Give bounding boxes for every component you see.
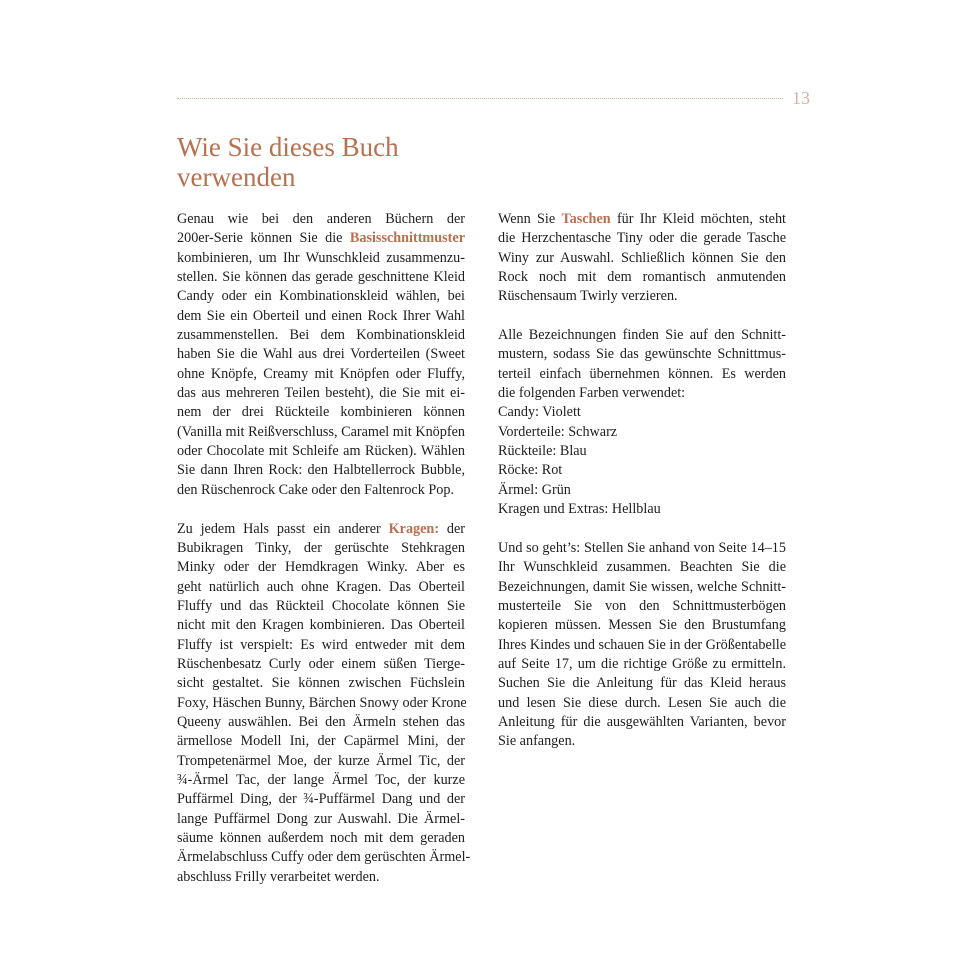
paragraph-gap (498, 307, 786, 326)
text-column-right (498, 210, 786, 752)
text-line: Ärmelabschluss Cuffy oder dem gerüschten Ärmel- (177, 849, 471, 866)
header-rule (177, 98, 783, 99)
text-line: (Vanilla mit Reißverschluss, Caramel mit Knöpfen (177, 423, 465, 440)
text-line: den Rüschenrock Cake oder den Faltenrock Pop. (177, 481, 454, 498)
text-line: die folgenden Farben verwendet: (498, 385, 686, 402)
highlighted-term: Kragen: (388, 520, 440, 537)
text-line: dem Sie ein Oberteil und einen Rock Ihrer Wahl (177, 307, 465, 324)
text-line: Minky oder der Hemdkragen Winky. Aber es (177, 559, 465, 576)
text-line: ¾-Ärmel Tac, der lange Ärmel Toc, der kurze (177, 771, 465, 788)
text-line: Suchen Sie die Anleitung für das Kleid heraus (498, 675, 786, 692)
paragraph-gap (177, 500, 465, 519)
text-line: 200er-Serie können Sie die Basisschnittmuster (177, 230, 465, 247)
text-line: haben Sie die Wahl aus drei Vorderteilen (Sweet (177, 346, 465, 363)
text-line: lange Puffärmel Dong zur Auswahl. Die Ärmel- (177, 810, 465, 827)
paragraph (498, 326, 786, 519)
text-line: kombinieren, um Ihr Wunschkleid zusammenzu- (177, 249, 465, 266)
text-line: Wenn Sie Taschen für Ihr Kleid möchten, steht (498, 211, 786, 227)
text-line: Trompetenärmel Moe, der kurze Ärmel Tic, der (177, 752, 465, 769)
text-line: Candy oder ein Kombinationskleid wählen, bei (177, 288, 465, 305)
text-column-left (177, 210, 471, 887)
text-line: Rock noch mit dem romantisch anmutenden (498, 269, 786, 286)
paragraph (498, 210, 786, 307)
text-line: auf Seite 17, um die richtige Größe zu ermitteln. (498, 655, 786, 672)
page-title (177, 132, 477, 192)
text-line: Foxy, Häschen Bunny, Bärchen Snowy oder Krone (177, 694, 467, 711)
text-line: Sie anfangen. (498, 733, 576, 750)
highlighted-term: Basisschnittmuster (349, 230, 465, 247)
text-line: ärmellose Modell Ini, der Capärmel Mini, der (177, 733, 465, 750)
text-line: Anleitung für die ausgewählten Varianten, bevor (498, 713, 786, 730)
text-line: abschluss Frilly verarbeitet werden. (177, 868, 380, 885)
text-line: zusammenstellen. Bei dem Kombinationskleid (177, 327, 465, 344)
text-line: ohne Knöpfe, Creamy mit Knöpfen oder Fluffy, (177, 365, 465, 382)
text-line: das aus mehreren Teilen besteht), die Sie mit ei- (177, 385, 465, 402)
text-line: nem der drei Rückteile kombinieren können (177, 404, 465, 421)
highlighted-term: Taschen (561, 211, 611, 227)
text-line: Röcke: Rot (498, 462, 563, 479)
text-line: Zu jedem Hals passt ein anderer Kragen: der (177, 520, 465, 537)
text-line: Fluffy ist verspielt: Es wird entweder mit dem (177, 636, 465, 653)
page-title-line: verwenden (177, 162, 296, 192)
text-line: nicht mit den Kragen kombinieren. Das Oberteil (177, 617, 465, 634)
text-line: Kragen und Extras: Hellblau (498, 501, 661, 518)
paragraph (177, 210, 465, 500)
page-title-line: Wie Sie dieses Buch (177, 132, 399, 162)
text-line: Und so geht’s: Stellen Sie anhand von Seite 14–15 (498, 539, 786, 556)
text-line: Queeny auswählen. Bei den Ärmeln stehen das (177, 713, 465, 730)
text-line: Ärmel: Grün (498, 481, 571, 498)
text-line: Ihr Wunschkleid zusammen. Beachten Sie die (498, 559, 786, 576)
paragraph (177, 520, 471, 888)
text-line: Bubikragen Tinky, der gerüschte Stehkragen (177, 539, 465, 556)
text-line: säume können außerdem noch mit dem geraden (177, 830, 465, 846)
text-line: Alle Bezeichnungen finden Sie auf den Schnitt- (498, 327, 786, 344)
text-line: Candy: Violett (498, 404, 581, 421)
text-line: Fluffy und das Rückteil Chocolate können Sie (177, 597, 465, 614)
text-line: und lesen Sie diese durch. Lesen Sie auch die (498, 694, 786, 711)
text-line: geht natürlich auch ohne Kragen. Das Oberteil (177, 578, 465, 595)
text-line: musterteile Sie von den Schnittmusterbögen (498, 597, 786, 614)
text-line: Puffärmel Ding, der ¾-Puffärmel Dang und der (177, 791, 465, 808)
text-line: terteil einfach übernehmen können. Es werden (498, 365, 786, 382)
page-number: 13 (792, 88, 810, 108)
text-line: Rüschenbesatz Curly oder einem süßen Tierge- (177, 655, 465, 672)
text-line: Bezeichnungen, damit Sie wissen, welche Schnitt- (498, 578, 786, 595)
text-line: Vorderteile: Schwarz (498, 423, 618, 440)
text-line: oder Chocolate mit Schleife am Rücken). Wählen (177, 443, 465, 460)
text-line: Rüschensaum Twirly verzieren. (498, 288, 678, 305)
text-line: Rückteile: Blau (498, 443, 587, 460)
text-line: mustern, sodass Sie das gewünschte Schnittmus- (498, 346, 786, 363)
text-line: Ihres Kindes und schauen Sie in der Größentabelle (498, 636, 786, 653)
paragraph-gap (498, 520, 786, 539)
text-line: kopieren müssen. Messen Sie den Brustumfang (498, 617, 786, 634)
text-line: sicht gestaltet. Sie können zwischen Füchslein (177, 675, 465, 692)
text-line: die Herzchentasche Tiny oder die gerade Tasche (498, 230, 786, 247)
paragraph (498, 539, 786, 752)
text-line: Sie dann Ihren Rock: den Halbtellerrock Bubble, (177, 462, 465, 479)
text-line: Genau wie bei den anderen Büchern der (177, 211, 465, 227)
text-line: Winy zur Auswahl. Schließlich können Sie den (498, 249, 786, 266)
text-line: stellen. Sie können das gerade geschnittene Kleid (177, 269, 465, 286)
